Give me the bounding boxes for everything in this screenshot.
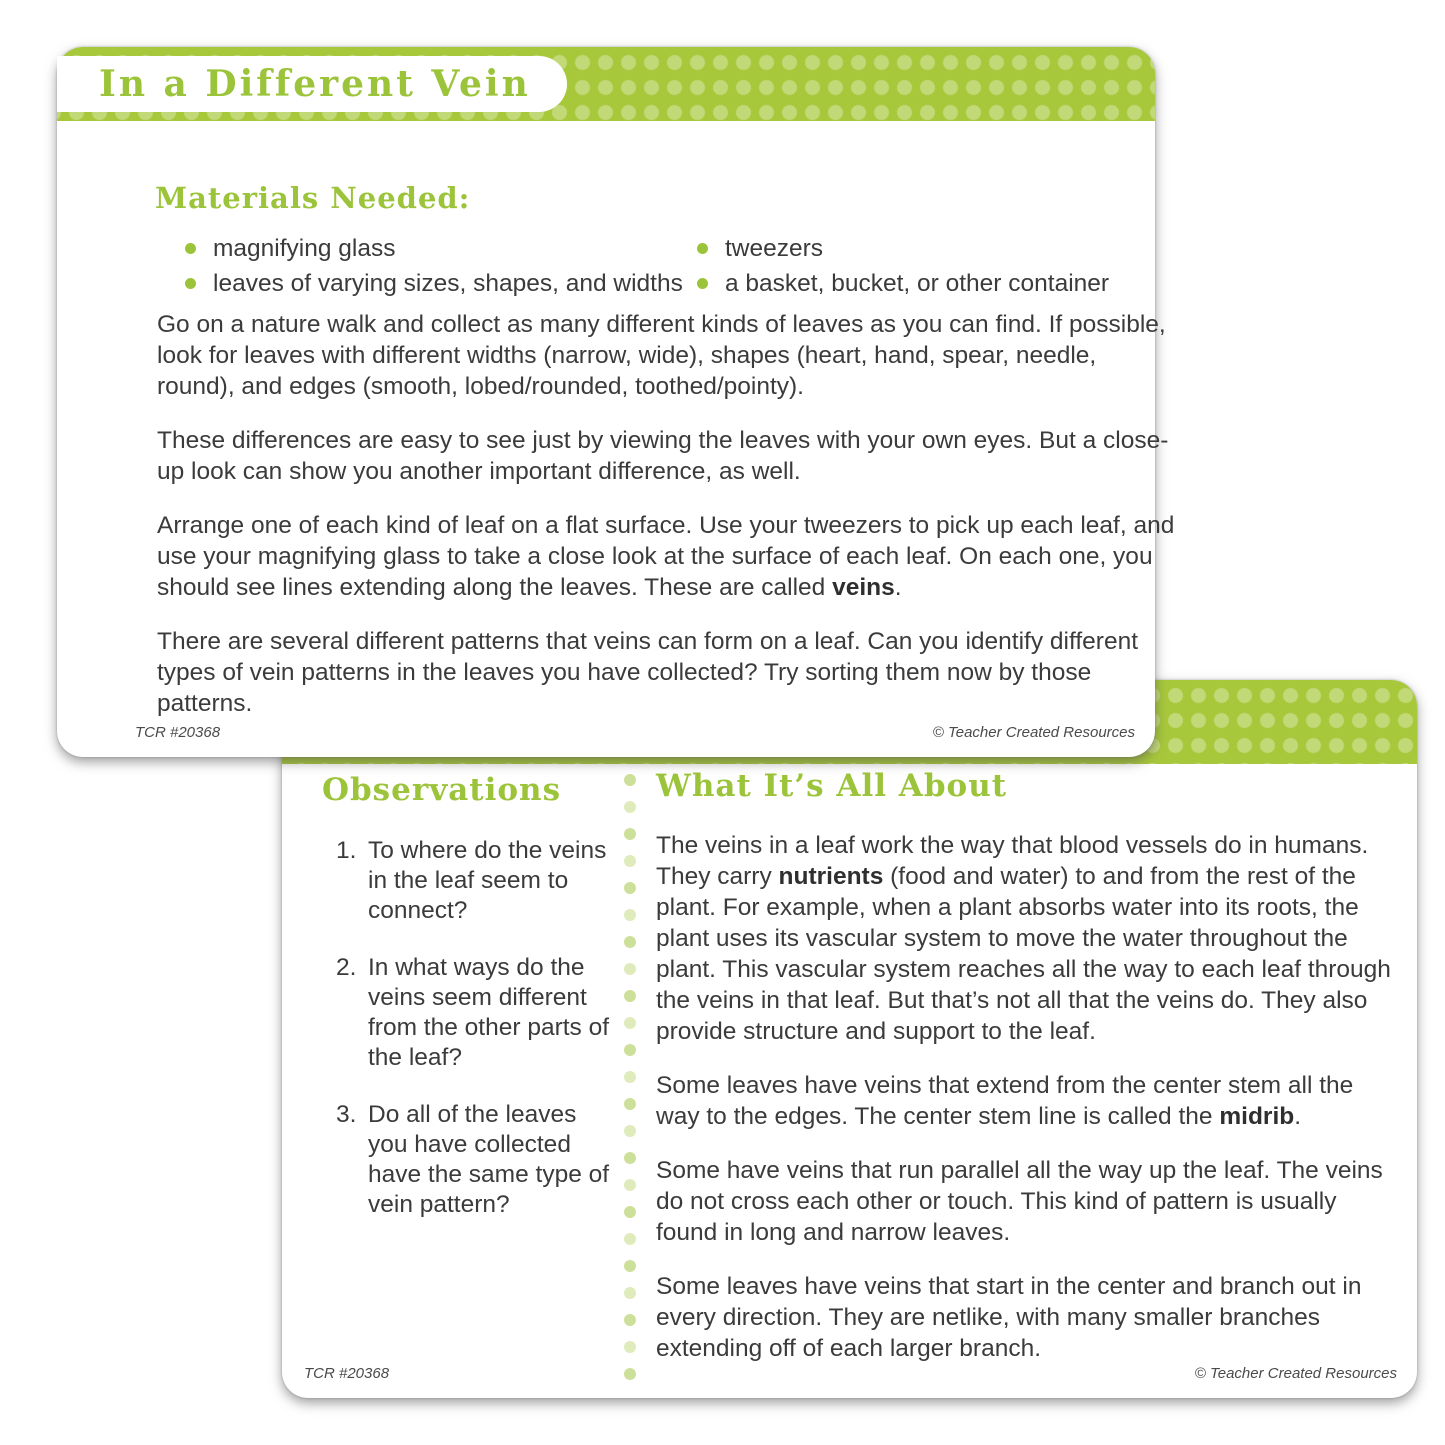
materials-column-2 [697,231,1109,301]
separator-dot [624,1233,636,1245]
question-text: To where do the veins in the leaf seem to connect? [368,837,607,924]
bullet-icon [697,243,708,254]
separator-dot [624,1098,636,1110]
separator-dot [624,801,636,813]
separator-dot [624,1044,636,1056]
about-paragraphs [656,830,1401,1364]
product-code: TCR #20368 [135,724,221,741]
materials-column-1 [185,231,697,301]
bullet-icon [185,278,196,289]
separator-dot [624,963,636,975]
materials-item-label: magnifying glass [213,235,396,262]
separator-dot [624,882,636,894]
separator-dot [624,1260,636,1272]
dotted-column-separator [624,774,636,1395]
copyright-notice: © Teacher Created Resources [1194,1365,1397,1382]
title-pill [57,56,567,112]
materials-item [697,266,1109,301]
body-paragraph: Arrange one of each kind of leaf on a flat surface. Use your tweezers to pick up each leaf, and use your magnifying glass to take a close look at the surface of each leaf. On each one, you should see lines extending along the leaves. These are called veins. [157,512,1175,601]
separator-dot [624,855,636,867]
question-number: 3. [336,1101,357,1128]
bullet-icon [185,243,196,254]
about-column [656,768,1401,1387]
separator-dot [624,1287,636,1299]
materials-item [185,266,697,301]
question-number: 2. [336,954,357,981]
activity-card-front [57,47,1175,757]
separator-dot [624,1152,636,1164]
bullet-icon [697,278,708,289]
body-paragraph: Some leaves have veins that extend from the center stem all the way to the edges. The center stem line is called the midrib. [656,1072,1354,1130]
question-number: 1. [336,837,357,864]
polka-dot-header-band [57,47,1155,121]
product-code: TCR #20368 [304,1365,390,1382]
materials-item [697,231,1109,266]
question-text: In what ways do the veins seem different from the other parts of the leaf? [368,954,610,1071]
materials-heading: Materials Needed: [155,181,471,215]
separator-dot [624,828,636,840]
separator-dot [624,1125,636,1137]
question-text: Do all of the leaves you have collected have the same type of vein pattern? [368,1101,610,1218]
observations-column [322,772,614,1247]
card-title: In a Different Vein [99,63,531,105]
activity-card-back [282,680,1417,1398]
separator-dot [624,1071,636,1083]
body-paragraph: Some have veins that run parallel all the way up the leaf. The veins do not cross each other or touch. This kind of pattern is usually found in long and narrow leaves. [656,1157,1383,1246]
separator-dot [624,1341,636,1353]
observations-question-list [336,836,614,1220]
separator-dot [624,1017,636,1029]
separator-dot [624,774,636,786]
observation-question [336,836,614,926]
materials-item [185,231,697,266]
separator-dot [624,1206,636,1218]
materials-item-label: leaves of varying sizes, shapes, and widths [213,270,683,297]
materials-item-label: a basket, bucket, or other container [725,270,1110,297]
copyright-notice: © Teacher Created Resources [932,724,1135,741]
body-paragraph: There are several different patterns that veins can form on a leaf. Can you identify different types of vein patterns in the leaves you have collected? Try sorting them now by those patterns. [157,628,1139,717]
materials-list [185,231,1109,301]
separator-dot [624,909,636,921]
body-paragraph: The veins in a leaf work the way that blood vessels do in humans. They carry nutrients (food and water) to and from the rest of the plant. For example, when a plant absorbs water into its roots, the plant uses its vascular system to move the water throughout the plant. This vascular system reaches all the way to each leaf through the veins in that leaf. But that’s not all that the veins do. They also provide structure and support to the leaf. [656,832,1391,1045]
observations-heading: Observations [322,772,562,808]
about-heading: What It’s All About [656,768,1008,804]
separator-dot [624,1179,636,1191]
separator-dot [624,1314,636,1326]
materials-item-label: tweezers [725,235,824,262]
observation-question [336,1100,614,1220]
separator-dot [624,1368,636,1380]
instructions-paragraphs [157,309,1177,742]
observation-question [336,953,614,1073]
separator-dot [624,990,636,1002]
body-paragraph: Some leaves have veins that start in the center and branch out in every direction. They are netlike, with many smaller branches extending off of each larger branch. [656,1273,1362,1362]
body-paragraph: Go on a nature walk and collect as many different kinds of leaves as you can find. If possible, look for leaves with different widths (narrow, wide), shapes (heart, hand, spear, needle, round), and edges (smooth, lobed/rounded, toothed/pointy). [157,311,1166,400]
body-paragraph: These differences are easy to see just by viewing the leaves with your own eyes. But a close-up look can show you another important difference, as well. [157,427,1169,485]
separator-dot [624,936,636,948]
